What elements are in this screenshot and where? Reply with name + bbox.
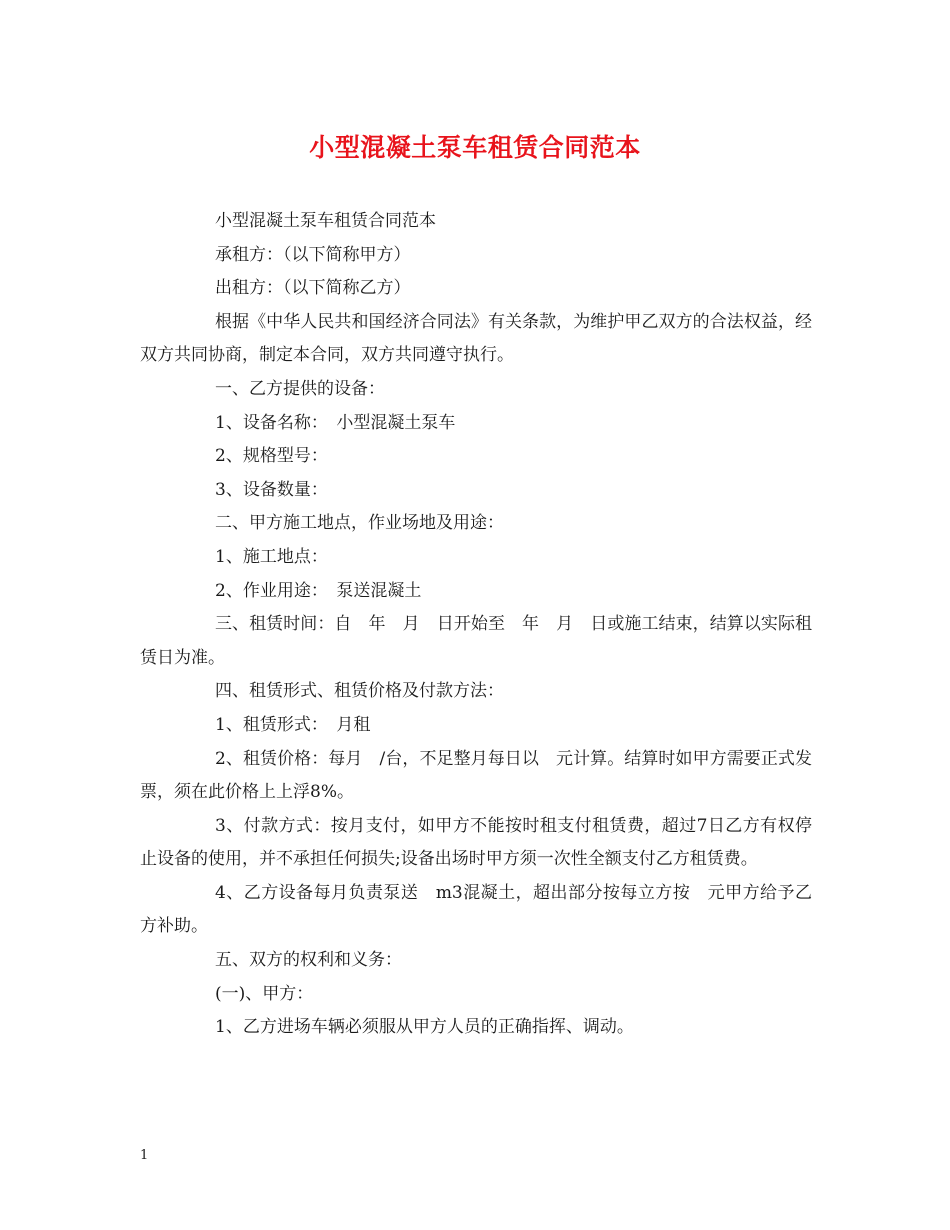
section-heading-rights: 五、双方的权利和义务： bbox=[215, 950, 402, 971]
list-item: 1、乙方进场车辆必须服从甲方人员的正确指挥、调动。 bbox=[215, 1017, 634, 1038]
subsection-heading-party-a: (一)、甲方： bbox=[215, 983, 314, 1004]
page-number: 1 bbox=[140, 1148, 149, 1163]
paragraph-lessor: 出租方：（以下简称乙方） bbox=[215, 278, 411, 299]
list-item: 1、设备名称： 小型混凝土泵车 bbox=[215, 412, 456, 433]
list-item: 3、设备数量： bbox=[215, 479, 328, 500]
paragraph-lessee: 承租方：（以下简称甲方） bbox=[215, 244, 411, 265]
section-heading-site: 二、甲方施工地点，作业场地及用途： bbox=[215, 513, 504, 534]
list-item: 1、租赁形式： 月租 bbox=[215, 714, 371, 735]
section-heading-equipment: 一、乙方提供的设备： bbox=[215, 378, 385, 399]
paragraph-preamble: 根据《中华人民共和国经济合同法》有关条款，为维护甲乙双方的合法权益，经双方共同协商，制定本合同，双方共同遵守执行。 bbox=[140, 311, 812, 366]
section-heading-lease-terms: 四、租赁形式、租赁价格及付款方法： bbox=[215, 681, 504, 702]
list-item: 2、规格型号： bbox=[215, 446, 328, 467]
section-heading-lease-period: 三、租赁时间：自 年 月 日开始至 年 月 日或施工结束，结算以实际租赁日为准。 bbox=[140, 614, 812, 668]
list-item: 4、乙方设备每月负责泵送 m3混凝土，超出部分按每立方按 元甲方给予乙方补助。 bbox=[140, 882, 812, 937]
list-item: 2、作业用途： 泵送混凝土 bbox=[215, 580, 422, 601]
list-item: 2、租赁价格：每月 /台，不足整月每日以 元计算。结算时如甲方需要正式发票，须在此价格上上浮8%。 bbox=[140, 748, 812, 803]
paragraph-subtitle: 小型混凝土泵车租赁合同范本 bbox=[215, 211, 436, 231]
document-title: 小型混凝土泵车租赁合同范本 bbox=[309, 133, 641, 162]
list-item: 3、付款方式：按月支付，如甲方不能按时租支付租赁费，超过7日乙方有权停止设备的使用，并不承担任何损失;设备出场时甲方须一次性全额支付乙方租赁费。 bbox=[140, 815, 812, 870]
list-item: 1、施工地点： bbox=[215, 546, 328, 567]
document-body bbox=[140, 205, 812, 1045]
